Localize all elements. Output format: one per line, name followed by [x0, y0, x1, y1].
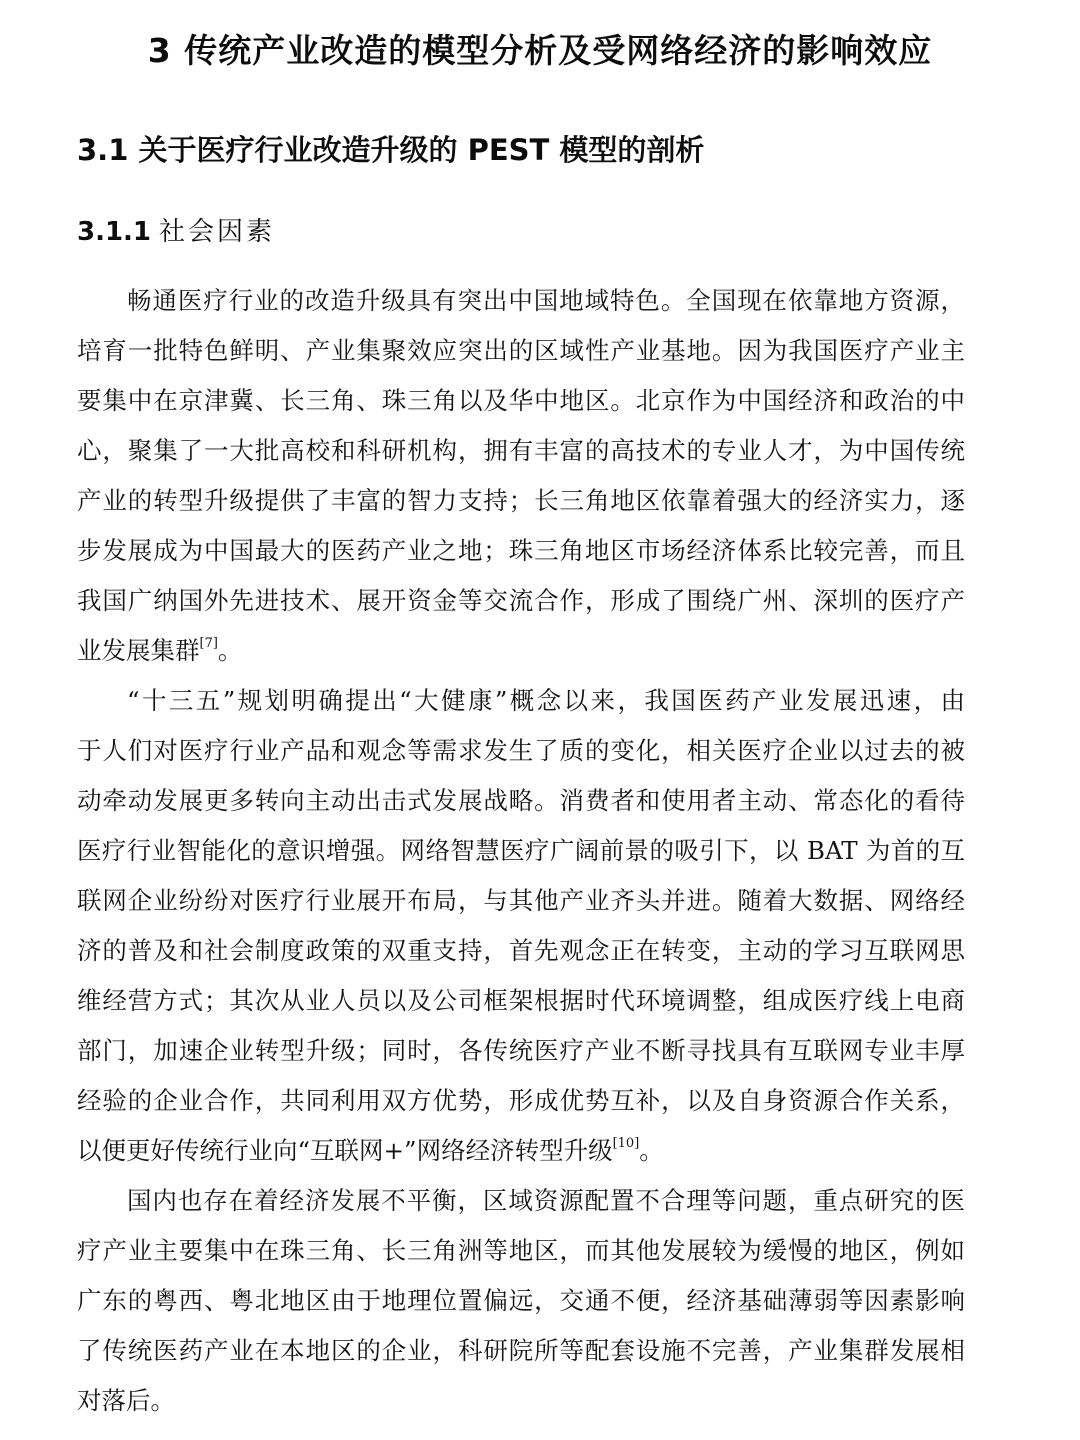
paragraph-line: 济的普及和社会制度政策的双重支持，首先观念正在转变，主动的学习互联网思: [77, 936, 965, 965]
paragraph-line: 维经营方式；其次从业人员以及公司框架根据时代环境调整，组成医疗线上电商: [77, 986, 965, 1015]
paragraph: [77, 676, 965, 1176]
paragraph-last-line: [77, 626, 965, 676]
paragraph-line: 畅通医疗行业的改造升级具有突出中国地域特色。全国现在依靠地方资源，: [127, 286, 965, 315]
chapter-title: 3 传统产业改造的模型分析及受网络经济的影响效应: [147, 31, 933, 70]
body-text: [77, 276, 965, 1426]
subsection-heading: [77, 212, 275, 252]
paragraph-line: 疗产业主要集中在珠三角、长三角洲等地区，而其他发展较为缓慢的地区，例如: [77, 1236, 965, 1265]
paragraph-line: 了传统医药产业在本地区的企业，科研院所等配套设施不完善，产业集群发展相: [77, 1336, 965, 1365]
paragraph-line: “十三五”规划明确提出“大健康”概念以来，我国医药产业发展迅速，由: [127, 686, 965, 715]
paragraph-line: 动牵动发展更多转向主动出击式发展战略。消费者和使用者主动、常态化的看待: [77, 786, 965, 815]
paragraph-line: 培育一批特色鲜明、产业集聚效应突出的区域性产业基地。因为我国医疗产业主: [77, 336, 965, 365]
paragraph-line: 要集中在京津冀、长三角、珠三角以及华中地区。北京作为中国经济和政治的中: [77, 386, 965, 415]
paragraph: [77, 276, 965, 676]
paragraph-last-line: [77, 1126, 965, 1176]
paragraph-line: 心，聚集了一大批高校和科研机构，拥有丰富的高技术的专业人才，为中国传统: [77, 436, 965, 465]
subsection-title: 社会因素: [159, 217, 276, 247]
paragraph-line: 国内也存在着经济发展不平衡，区域资源配置不合理等问题，重点研究的医: [127, 1186, 965, 1215]
paragraph: [77, 1176, 965, 1426]
paragraph-line-text: 业发展集群: [77, 636, 200, 665]
paragraph-line: 部门，加速企业转型升级；同时，各传统医疗产业不断寻找具有互联网专业丰厚: [77, 1036, 965, 1065]
citation-marker: [10]: [612, 1136, 640, 1151]
paragraph-line: 经验的企业合作，共同利用双方优势，形成优势互补，以及自身资源合作关系，: [77, 1086, 965, 1115]
paragraph-ending: 。: [639, 1136, 664, 1165]
paragraph-line: 医疗行业智能化的意识增强。网络智慧医疗广阔前景的吸引下，以 BAT 为首的互: [77, 836, 965, 865]
paragraph-line: 广东的粤西、粤北地区由于地理位置偏远，交通不便，经济基础薄弱等因素影响: [77, 1286, 965, 1315]
paragraph-line-text: 以便更好传统行业向“互联网+”网络经济转型升级: [77, 1136, 613, 1165]
citation-marker: [7]: [199, 636, 218, 651]
paragraph-line: 我国广纳国外先进技术、展开资金等交流合作，形成了围绕广州、深圳的医疗产: [77, 586, 965, 615]
paragraph-line: 于人们对医疗行业产品和观念等需求发生了质的变化，相关医疗企业以过去的被: [77, 736, 965, 765]
paragraph-line: 产业的转型升级提供了丰富的智力支持；长三角地区依靠着强大的经济实力，逐: [77, 486, 965, 515]
section-title: 3.1 关于医疗行业改造升级的 PEST 模型的剖析: [77, 133, 705, 167]
paragraph-ending: 。: [217, 636, 243, 665]
paragraph-line: 对落后。: [77, 1386, 175, 1415]
subsection-number: 3.1.1: [77, 217, 152, 247]
paragraph-line: 联网企业纷纷对医疗行业展开布局，与其他产业齐头并进。随着大数据、网络经: [77, 886, 965, 915]
paragraph-line: 步发展成为中国最大的医药产业之地；珠三角地区市场经济体系比较完善，而且: [77, 536, 965, 565]
